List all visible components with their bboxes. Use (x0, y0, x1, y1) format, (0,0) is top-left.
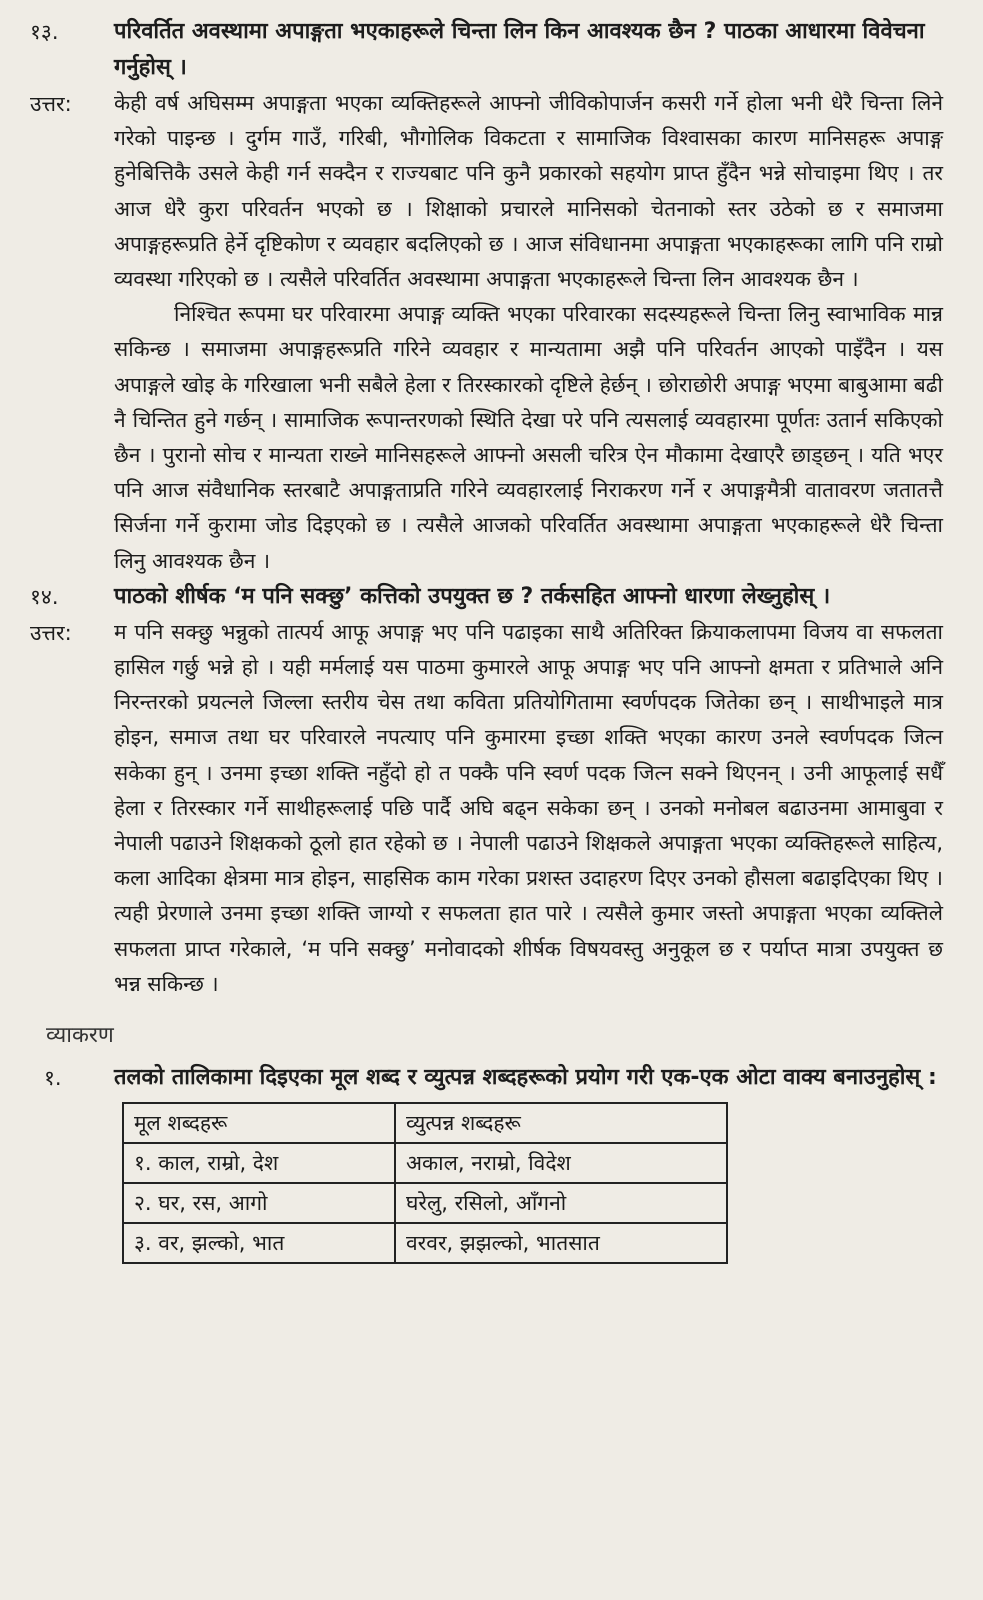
question-number: १४. (30, 584, 59, 609)
answer-paragraph: निश्चित रूपमा घर परिवारमा अपाङ्ग व्यक्ति भएका परिवारका सदस्यहरूले चिन्ता लिनु स्वाभाविक मान्न सकिन्छ । समाजमा अपाङ्गहरूप्रति गरिने व्यवहार र मान्यतामा अझै पनि परिवर्तन आएको पाइँदैन । यस अपाङ्गले खोइ के गरिखाला भनी सबैले हेला र तिरस्कारको दृष्टिले हेर्छन् । छोराछोरी अपाङ्ग भएमा बाबुआमा बढी नै चिन्तित हुने गर्छन् । सामाजिक रूपान्तरणको स्थिति देखा परे पनि त्यसलाई व्यवहारमा पूर्णतः उतार्न सकिएको छैन । पुरानो सोच र मान्यता राख्ने मानिसहरूले आफ्नो असली चरित्र ऐन मौकामा देखाएरै छाड्छन् । यति भएर पनि आज संवैधानिक स्तरबाटै अपाङ्गताप्रति गरिने व्यवहारलाई निराकरण गर्ने र अपाङ्गमैत्री वातावरण जतातत्तै सिर्जना गर्ने कुरामा जोड दिइएको छ । त्यसैले आजको परिवर्तित अवस्थामा अपाङ्गता भएकाहरूले धेरै चिन्ता लिनु आवश्यक छैन । (114, 302, 943, 573)
table-header: मूल शब्दहरू (123, 1103, 395, 1143)
table-cell: २. घर, रस, आगो (123, 1183, 395, 1223)
answer-label: उत्तर: (30, 92, 72, 116)
exercise-body (114, 1060, 943, 1264)
answer-body (114, 615, 943, 1002)
table-cell: १. काल, राम्रो, देश (123, 1143, 395, 1183)
question-13 (30, 14, 943, 86)
word-table (122, 1102, 728, 1264)
answer-paragraph: केही वर्ष अघिसम्म अपाङ्गता भएका व्यक्तिहरूले आफ्नो जीविकोपार्जन कसरी गर्ने होला भनी धेरै चिन्ता लिने गरेको पाइन्छ । दुर्गम गाउँ, गरिबी, भौगोलिक विकटता र सामाजिक विश्वासका कारण मानिसहरू अपाङ्ग हुनेबित्तिकै उसले केही गर्न सक्दैन र राज्यबाट पनि कुनै प्रकारको सहयोग प्राप्त हुँदैन भन्ने सोचाइमा थिए । तर आज धेरै कुरा परिवर्तन भएको छ । शिक्षाको प्रचारले मानिसको चेतनाको स्तर उठेको छ र समाजमा अपाङ्गहरूप्रति हेर्ने दृष्टिकोण र व्यवहार बदलिएको छ । आज संविधानमा अपाङ्गता भएकाहरूका लागि पनि राम्रो व्यवस्था गरिएको छ । त्यसैले परिवर्तित अवस्थामा अपाङ्गता भएकाहरूले चिन्ता लिन आवश्यक छैन । (114, 91, 943, 292)
table-row (123, 1223, 727, 1263)
answer-13 (30, 86, 943, 579)
answer-paragraph: म पनि सक्छु भन्नुको तात्पर्य आफू अपाङ्ग भए पनि पढाइका साथै अतिरिक्त क्रियाकलापमा विजय वा सफलता हासिल गर्छु भन्ने हो । यही मर्मलाई यस पाठमा कुमारले आफू अपाङ्ग भए पनि आफ्नो क्षमता र प्रतिभाले अनि निरन्तरको प्रयत्नले जिल्ला स्तरीय चेस तथा कविता प्रतियोगितामा स्वर्णपदक जितेका छन् । साथीभाइले मात्र होइन, समाज तथा घर परिवारले नपत्याए पनि कुमारमा इच्छा शक्ति भएका कारण उनले स्वर्णपदक जित्न सकेका हुन् । उनमा इच्छा शक्ति नहुँदो हो त पक्कै पनि स्वर्ण पदक जित्न सक्ने थिएनन् । उनी आफूलाई सधैँ हेला र तिरस्कार गर्ने साथीहरूलाई पछि पार्दै अघि बढ्न सकेका छन् । उनको मनोबल बढाउनमा आमाबुवा र नेपाली पढाउने शिक्षकको ठूलो हात रहेको छ । नेपाली पढाउने शिक्षकले अपाङ्गता भएका व्यक्तिहरूले साहित्य, कला आदिका क्षेत्रमा मात्र होइन, साहसिक काम गरेका प्रशस्त उदाहरण दिएर उनको हौसला बढाइदिएका थिए । त्यही प्रेरणाले उनमा इच्छा शक्ति जाग्यो र सफलता हात पारे । त्यसैले कुमार जस्तो अपाङ्गता भएका व्यक्तिले सफलता प्राप्त गरेकाले, ‘म पनि सक्छु’ मनोवादको शीर्षक विषयवस्तु अनुकूल छ र पर्याप्त मात्रा उपयुक्त छ भन्न सकिन्छ । (114, 619, 943, 996)
table-header: व्युत्पन्न शब्दहरू (395, 1103, 727, 1143)
grammar-exercise-1 (30, 1060, 943, 1264)
question-number: १३. (30, 20, 59, 44)
table-cell: घरेलु, रसिलो, आँगनो (395, 1183, 727, 1223)
answer-label: उत्तर: (30, 620, 72, 645)
section-heading-grammar: व्याकरण (46, 1023, 114, 1049)
answer-body (114, 86, 943, 579)
question-text: परिवर्तित अवस्थामा अपाङ्गता भएकाहरूले चिन्ता लिन किन आवश्यक छैन ? पाठका आधारमा विवेचना गर्नुहोस् । (114, 19, 925, 80)
exercise-number: १. (44, 1066, 62, 1091)
table-cell: ३. वर, झल्को, भात (123, 1223, 395, 1263)
table-header-row (123, 1103, 727, 1143)
exercise-instruction: तलको तालिकामा दिइएका मूल शब्द र व्युत्पन्न शब्दहरूको प्रयोग गरी एक-एक ओटा वाक्य बनाउनुहोस् : (114, 1065, 937, 1091)
table-row (123, 1183, 727, 1223)
table-cell: वरवर, झझल्को, भातसात (395, 1223, 727, 1263)
question-14 (30, 579, 943, 615)
answer-14 (30, 615, 943, 1002)
question-text: पाठको शीर्षक ‘म पनि सक्छु’ कत्तिको उपयुक्त छ ? तर्कसहित आफ्नो धारणा लेख्नुहोस् । (114, 583, 831, 609)
table-cell: अकाल, नराम्रो, विदेश (395, 1143, 727, 1183)
table-row (123, 1143, 727, 1183)
